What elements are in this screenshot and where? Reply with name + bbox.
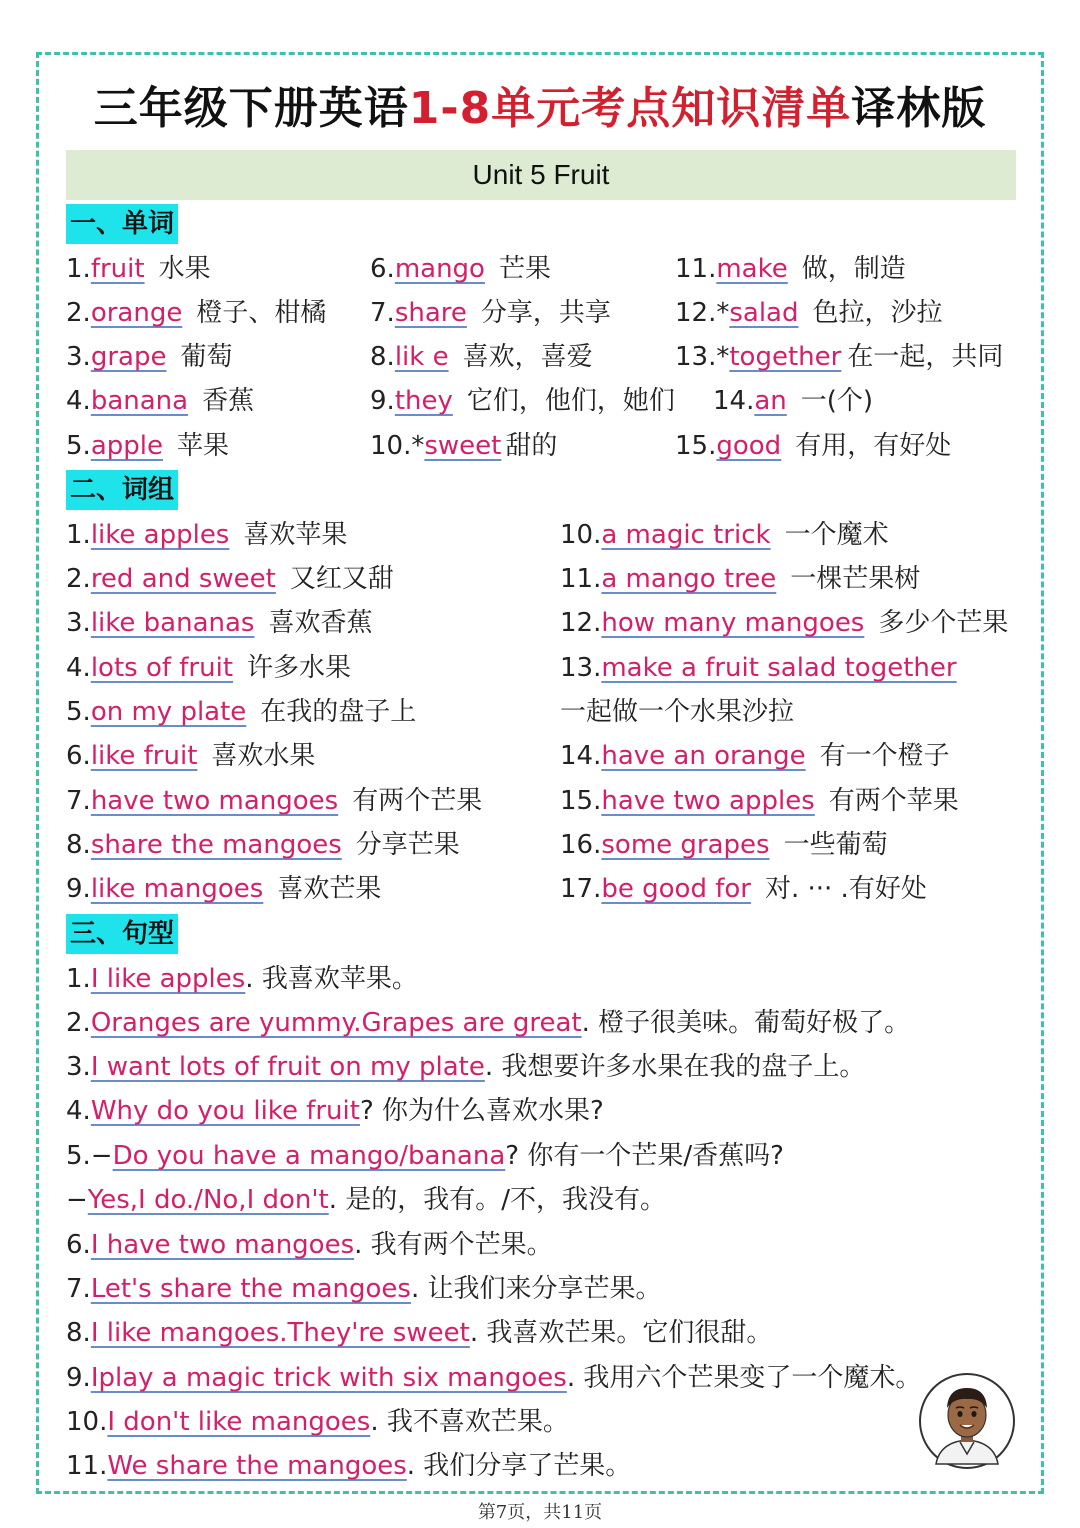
phrase-translation-continued: 一起做一个水果沙拉 xyxy=(560,697,795,727)
phrase-item: 12.how many mangoes 多少个芒果 xyxy=(560,608,1009,638)
word-item: 10.*sweet 甜的 xyxy=(370,431,558,461)
page-footer: 第7页，共11页 xyxy=(477,1502,603,1523)
sentence-item: −Yes,I do./No,I don't. 是的，我有。/不，我没有。 xyxy=(66,1185,667,1215)
word-item: 5.apple 苹果 xyxy=(66,431,229,461)
unit-banner: Unit 5 Fruit xyxy=(66,150,1016,200)
title-part-grade: 三年级下册英语 xyxy=(93,83,409,134)
word-item: 8.lik e 喜欢，喜爱 xyxy=(370,342,593,372)
phrase-item: 1.like apples 喜欢苹果 xyxy=(66,520,348,550)
phrase-item: 2.red and sweet 又红又甜 xyxy=(66,564,394,594)
phrase-item: 3.like bananas 喜欢香蕉 xyxy=(66,608,373,638)
avatar-illustration xyxy=(918,1372,1016,1470)
sentence-item: 9.Iplay a magic trick with six mangoes. 我用六个芒果变了一个魔术。 xyxy=(66,1363,922,1393)
phrase-item: 16.some grapes 一些葡萄 xyxy=(560,830,888,860)
sentence-item: 3.I want lots of fruit on my plate. 我想要许多水果在我的盘子上。 xyxy=(66,1052,866,1082)
word-item: 11.make 做，制造 xyxy=(675,254,906,284)
word-item: 1.fruit 水果 xyxy=(66,254,211,284)
sentence-item: 4.Why do you like fruit? 你为什么喜欢水果? xyxy=(66,1096,604,1126)
word-item: 14.an 一(个) xyxy=(713,386,874,416)
sentence-item: 5.−Do you have a mango/banana? 你有一个芒果/香蕉吗? xyxy=(66,1141,784,1171)
title-part-edition: 译林版 xyxy=(851,83,987,134)
word-item: 7.share 分享，共享 xyxy=(370,298,611,328)
sentence-item: 1.I like apples. 我喜欢苹果。 xyxy=(66,964,418,994)
section-heading-phrases: 二、词组 xyxy=(66,470,178,510)
phrase-item: 5.on my plate 在我的盘子上 xyxy=(66,697,417,727)
phrase-item: 8.share the mangoes 分享芒果 xyxy=(66,830,460,860)
word-item: 12.*salad 色拉，沙拉 xyxy=(675,298,943,328)
phrase-item: 6.like fruit 喜欢水果 xyxy=(66,741,316,771)
phrase-item: 17.be good for 对. ··· .有好处 xyxy=(560,874,927,904)
sentence-item: 2.Oranges are yummy.Grapes are great. 橙子很美味。葡萄好极了。 xyxy=(66,1008,911,1038)
word-item: 4.banana 香蕉 xyxy=(66,386,255,416)
section-heading-words: 一、单词 xyxy=(66,204,178,244)
sentence-item: 7.Let's share the mangoes. 让我们来分享芒果。 xyxy=(66,1274,662,1304)
phrase-item: 10.a magic trick 一个魔术 xyxy=(560,520,889,550)
word-item: 9.they 它们，他们，她们 xyxy=(370,386,675,416)
word-item: 3.grape 葡萄 xyxy=(66,342,233,372)
title-part-units: 1-8单元考点知识清单 xyxy=(408,83,852,134)
sentence-item: 11.We share the mangoes. 我们分享了芒果。 xyxy=(66,1451,632,1481)
sentence-item: 10.I don't like mangoes. 我不喜欢芒果。 xyxy=(66,1407,569,1437)
phrase-item: 13.make a fruit salad together xyxy=(560,653,957,683)
page-title xyxy=(0,72,1080,136)
teacher-avatar xyxy=(918,1372,1016,1470)
sentence-item: 8.I like mangoes.They're sweet. 我喜欢芒果。它们很甜。 xyxy=(66,1318,773,1348)
word-item: 13.*together 在一起，共同 xyxy=(675,342,1004,372)
phrase-item: 7.have two mangoes 有两个芒果 xyxy=(66,786,483,816)
word-item: 15.good 有用，有好处 xyxy=(675,431,952,461)
phrase-item: 4.lots of fruit 许多水果 xyxy=(66,653,352,683)
phrase-item: 15.have two apples 有两个苹果 xyxy=(560,786,959,816)
word-item: 2.orange 橙子、柑橘 xyxy=(66,298,327,328)
phrase-item: 9.like mangoes 喜欢芒果 xyxy=(66,874,382,904)
sentence-item: 6.I have two mangoes. 我有两个芒果。 xyxy=(66,1230,553,1260)
word-item: 6.mango 芒果 xyxy=(370,254,551,284)
phrase-item: 11.a mango tree 一棵芒果树 xyxy=(560,564,921,594)
section-heading-sentences: 三、句型 xyxy=(66,914,178,954)
phrase-item: 14.have an orange 有一个橙子 xyxy=(560,741,950,771)
